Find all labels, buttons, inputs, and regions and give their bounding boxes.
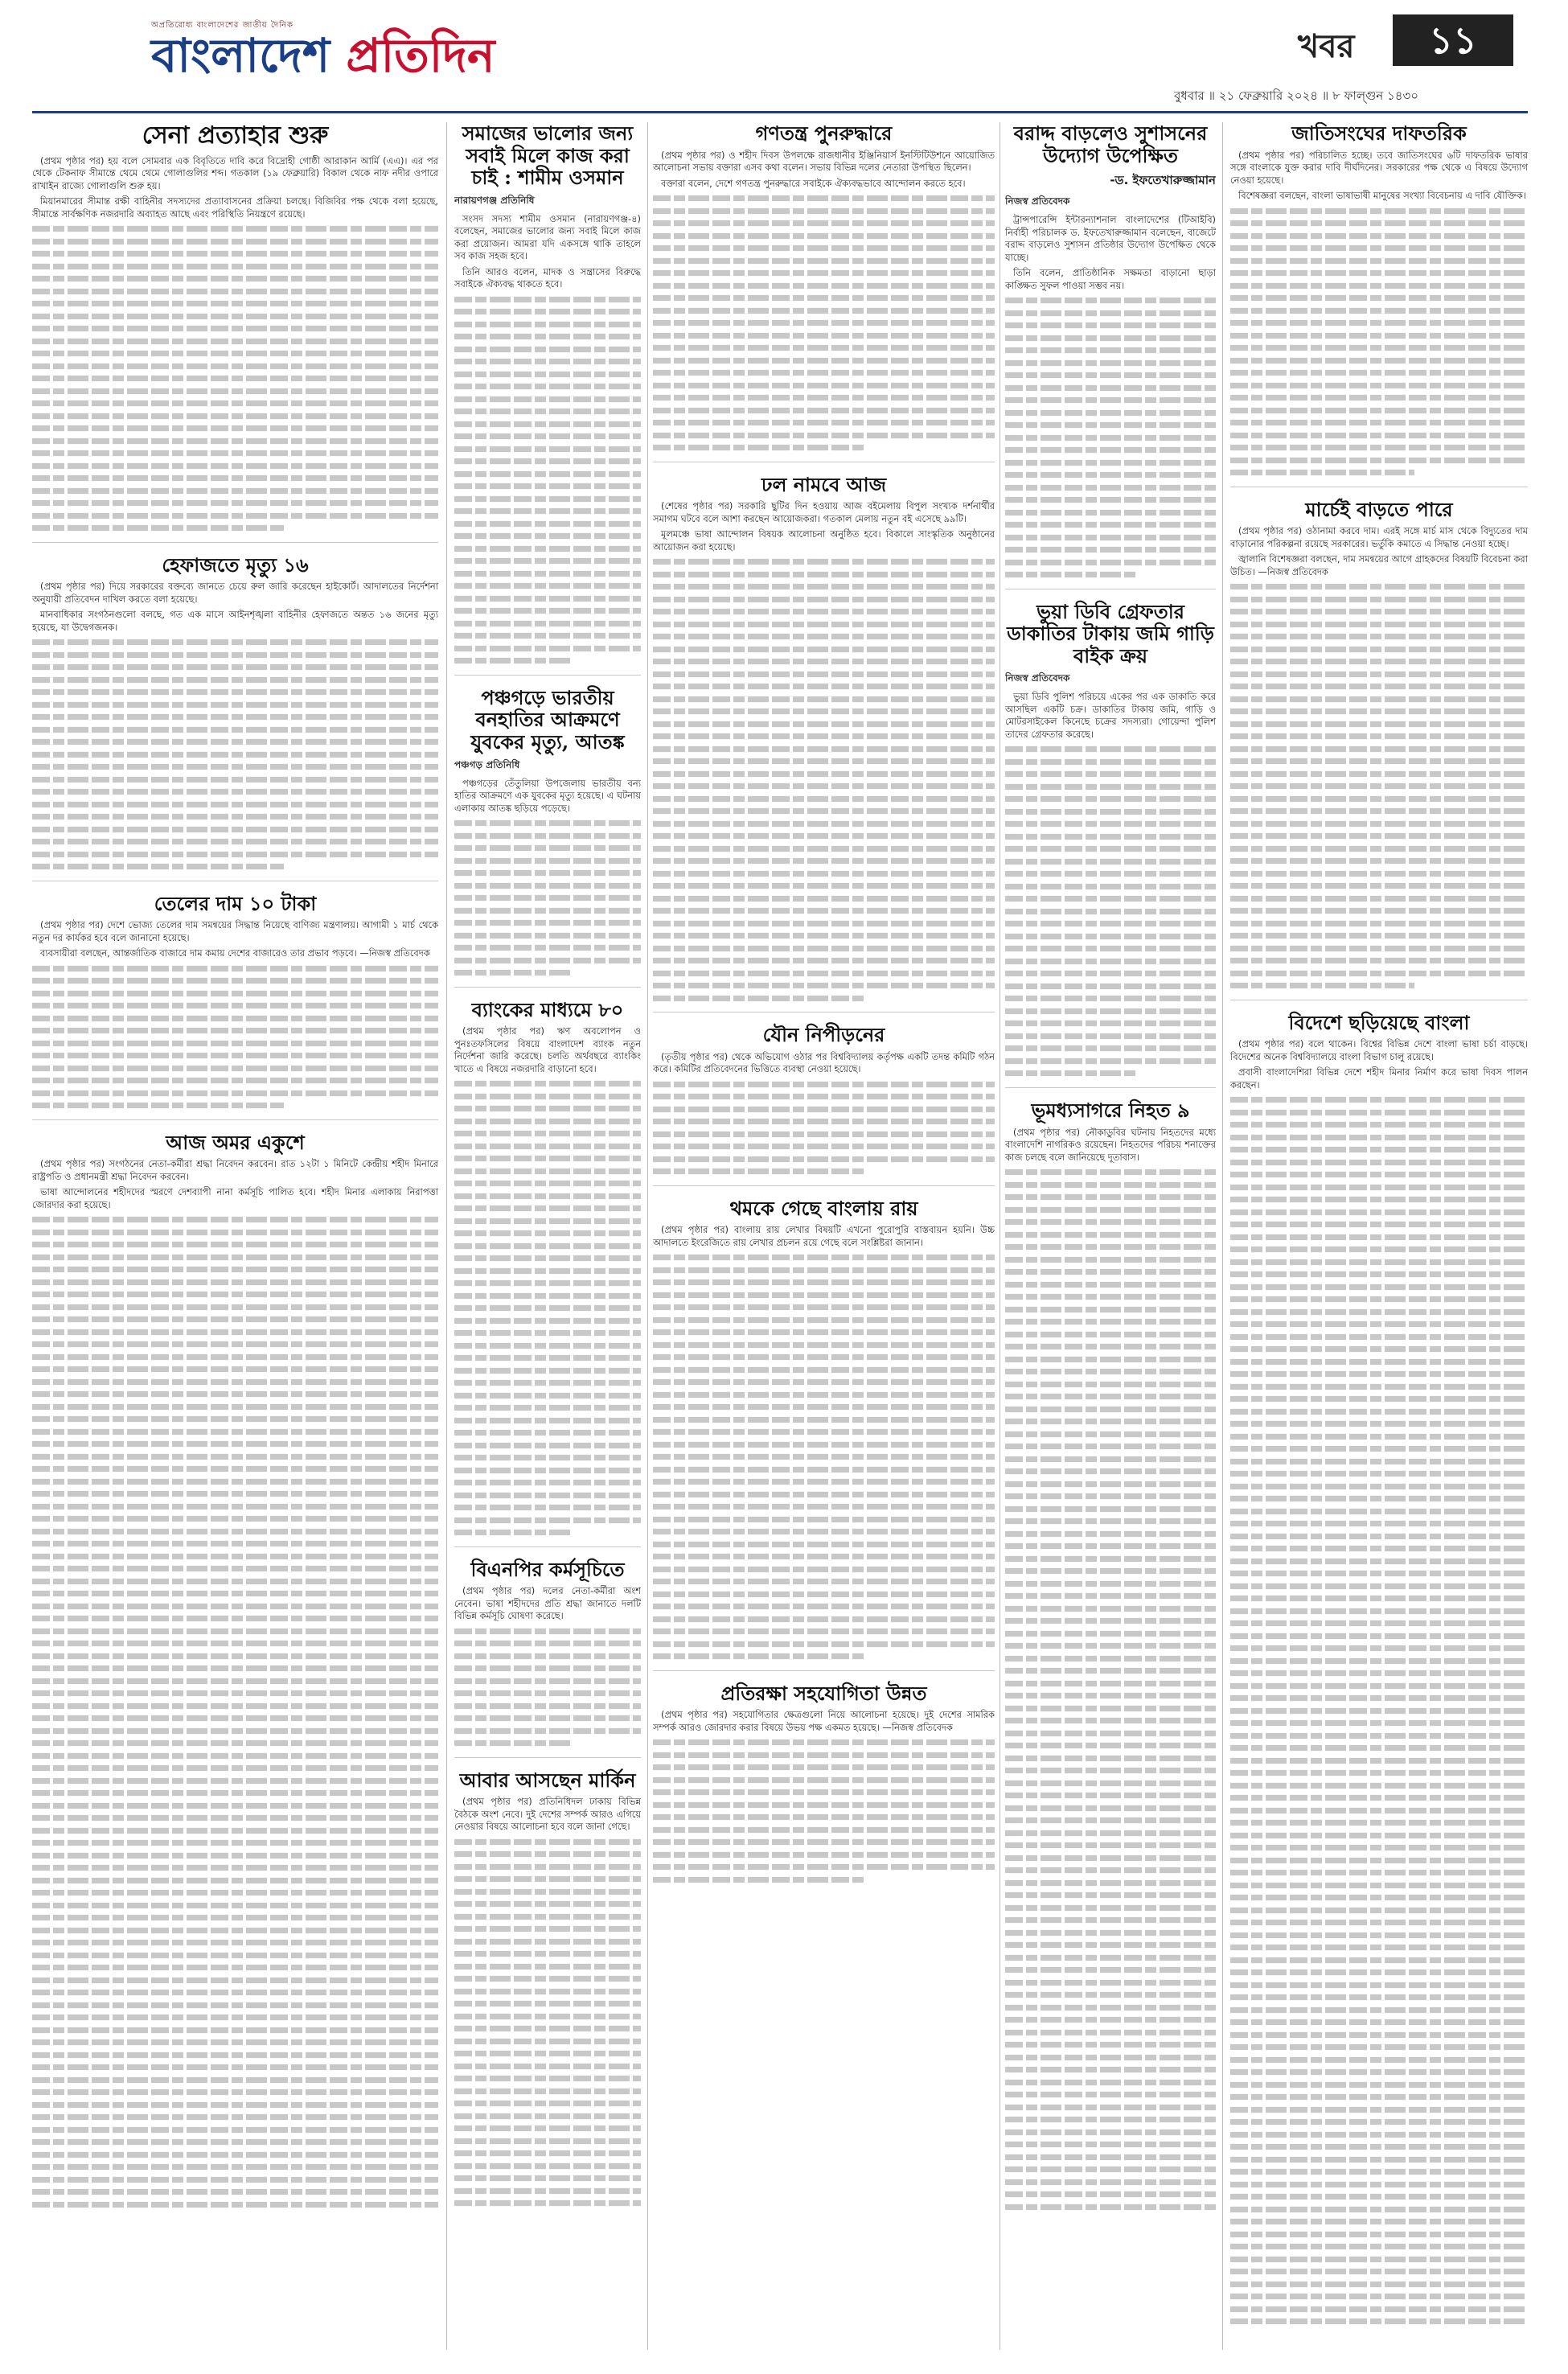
masthead-rule	[32, 111, 1528, 113]
story-body	[653, 1051, 995, 1177]
story-body	[454, 1025, 641, 1538]
byline: নিজস্ব প্রতিবেদক	[1005, 195, 1070, 207]
story-abroad	[1230, 1012, 1528, 2335]
story-bnp	[454, 1559, 641, 1758]
column-3	[653, 122, 995, 2350]
paragraph: জ্বালানি বিশেষজ্ঞরা বলছেন, দাম সমন্বয়ের আগে গ্রাহকদের বিষয়টি বিবেচনা করা উচিত। —নিজস্ব প্রতিবেদক	[1230, 553, 1528, 577]
story-body	[32, 581, 438, 872]
paragraph: (প্রথম পৃষ্ঠার পর) পরিচালিত হচ্ছে। তবে জাতিসংঘের ৬টি দাফতরিক ভাষার সঙ্গে বাংলাকে যুক্ত করার দাবি দীর্ঘদিনের। সরকারের পক্ষ থেকে এ বিষয়ে উদ্যোগ নেওয়া হয়েছে।	[1230, 149, 1528, 186]
text-lines	[454, 294, 641, 667]
text-lines	[1005, 295, 1216, 580]
column-4	[1005, 122, 1216, 2350]
story-un-official	[1230, 122, 1528, 487]
story-body	[1005, 214, 1216, 580]
story-book-fair	[653, 474, 995, 1013]
headline[interactable]: পঞ্চগড়ে ভারতীয় বনহাতির আক্রমণে যুবকের মৃত্যু, আতঙ্ক	[470, 685, 625, 754]
paragraph: (প্রথম পৃষ্ঠার পর) বলে থাকেন। বিশ্বের বিভিন্ন দেশে বাংলা ভাষা চর্চা বাড়ছে। বিদেশের অনেক বিশ্ববিদ্যালয়ে বাংলা বিভাগ চালু রয়েছে।	[1230, 1038, 1528, 1062]
paragraph: মিয়ানমারের সীমান্ত রক্ষী বাহিনীর সদস্যদের প্রত্যাবাসনের প্রক্রিয়া চলছে। বিজিবির পক্ষ থেকে বলা হয়েছে, সীমান্তে সার্বক্ষণিক নজরদারি অব্যাহত আছে এবং পরিস্থিতি নিয়ন্ত্রণে রয়েছে।	[32, 195, 438, 220]
paragraph: (প্রথম পৃষ্ঠার পর) সংগঠনের নেতা-কর্মীরা শ্রদ্ধা নিবেদন করবেন। রাত ১২টা ১ মিনিটে কেন্দ্রীয় শহীদ মিনারে রাষ্ট্রপতি ও প্রধানমন্ত্রী শ্রদ্ধা নিবেদন করবেন।	[32, 1158, 438, 1182]
paragraph: (প্রথম পৃষ্ঠার পর) দেশে ভোজ্য তেলের দাম সমন্বয়ের সিদ্ধান্ত নিয়েছে বাণিজ্য মন্ত্রণালয়। আগামী ১ মার্চ থেকে নতুন দর কার্যকর হবে বলে জানানো হয়েছে।	[32, 919, 438, 943]
headline[interactable]: মার্চেই বাড়তে পারে	[1305, 497, 1453, 521]
paragraph: ট্রান্সপারেন্সি ইন্টারন্যাশনাল বাংলাদেশের (টিআইবি) নির্বাহী পরিচালক ড. ইফতেখারুজ্জামান বলেছেন, বাজেটে বরাদ্দ বাড়লেও সুশাসন প্রতিষ্ঠার উদ্যোগ উপেক্ষিত থেকে যাচ্ছে।	[1005, 214, 1216, 263]
story-body	[454, 1796, 641, 2208]
story-fake-db	[1005, 601, 1216, 1088]
column-divider	[1222, 122, 1223, 2350]
column-1	[32, 122, 438, 2350]
headline[interactable]: আবার আসছেন মার্কিন	[459, 1768, 636, 1792]
paragraph: মানবাধিকার সংগঠনগুলো বলছে, গত এক মাসে আইনশৃঙ্খলা বাহিনীর হেফাজতে অন্তত ১৬ জনের মৃত্যু হয়েছে, যা উদ্বেগজনক।	[32, 609, 438, 633]
paragraph: (প্রথম পৃষ্ঠার পর) দলের নেতা-কর্মীরা অংশ নেবেন। ভাষা শহীদদের প্রতি শ্রদ্ধা জানাতে দলটি বিভিন্ন কর্মসূচি ঘোষণা করেছে।	[454, 1585, 641, 1622]
headline[interactable]: ব্যাংকের মাধ্যমে ৮০	[471, 997, 624, 1021]
story-bangla-verdict	[653, 1197, 995, 1671]
story-body	[454, 213, 641, 667]
headline[interactable]: জাতিসংঘের দাফতরিক	[1291, 122, 1467, 145]
headline[interactable]: গণতন্ত্র পুনরুদ্ধারে	[755, 122, 893, 145]
headline[interactable]: প্রতিরক্ষা সহযোগিতা উন্নত	[720, 1681, 927, 1705]
story-body	[1230, 525, 1528, 991]
story-body	[1005, 691, 1216, 1078]
story-amar-ekushey	[32, 1132, 438, 2219]
story-governance	[1005, 122, 1216, 589]
headline[interactable]: তেলের দাম ১০ টাকা	[154, 891, 317, 915]
text-lines	[32, 224, 438, 533]
paragraph: (প্রথম পৃষ্ঠার পর) দিয়ে সরকারের বক্তব্যে জানতে চেয়ে রুল জারি করেছেন হাইকোর্ট। আদালতের নির্দেশনা অনুযায়ী প্রতিবেদন দাখিল করতে বলা হয়েছে।	[32, 581, 438, 605]
story-body	[454, 778, 641, 979]
headline[interactable]: ভূমধ্যসাগরে নিহত ৯	[1031, 1098, 1190, 1122]
paragraph: ভুয়া ডিবি পুলিশ পরিচয়ে একের পর এক ডাকাতি করে আসছিল একটি চক্র। ডাকাতির টাকায় জমি, গাড়ি ও মোটরসাইকেল কিনেছে চক্রের সদস্যরা। গোয়েন্দা পুলিশ তাদের গ্রেফতার করেছে।	[1005, 691, 1216, 740]
headline[interactable]: বিএনপির কর্মসূচিতে	[470, 1557, 625, 1581]
paragraph: (প্রথম পৃষ্ঠার পর) প্রতিনিধিদল ঢাকায় বিভিন্ন বৈঠকে অংশ নেবে। দুই দেশের সম্পর্ক আরও এগিয়ে নেওয়ার বিষয়ে আলোচনা হবে বলে জানা গেছে।	[454, 1796, 641, 1833]
paragraph: প্রবাসী বাংলাদেশিরা বিভিন্ন দেশে শহীদ মিনার নির্মাণ করে ভাষা দিবস পালন করছেন।	[1230, 1066, 1528, 1090]
story-us-delegation	[454, 1769, 641, 2217]
paragraph: (প্রথম পৃষ্ঠার পর) হয় বলে সোমবার এক বিবৃতিতে দাবি করে বিদ্রোহী গোষ্ঠী আরাকান আর্মি (এএ)। এর পর থেকে টেকনাফ সীমান্তে থেমে থেমে গোলাগুলির শব্দ। গতকাল (১৯ ফেব্রুয়ারি) বিকাল থেকে নাফ নদীর ওপারে রাখাইন রাজ্যে গোলাগুলি শুরু হয়।	[32, 154, 438, 191]
text-lines	[454, 1626, 641, 1749]
story-body	[653, 500, 995, 1004]
column-divider	[647, 122, 648, 2350]
story-body	[32, 155, 438, 534]
story-defense	[653, 1682, 995, 1894]
story-body	[653, 150, 995, 454]
text-lines	[653, 1252, 995, 1661]
paragraph: (প্রথম পৃষ্ঠার পর) ও শহীদ দিবস উপলক্ষে রাজধানীর ইঞ্জিনিয়ার্স ইনস্টিটিউশনে আয়োজিত আলোচনা সভায় বক্তারা এসব কথা বলেন। সভায় বিভিন্ন দলের নেতারা উপস্থিত ছিলেন।	[653, 149, 995, 174]
story-democracy	[653, 122, 995, 462]
text-lines	[454, 1078, 641, 1538]
story-body	[32, 919, 438, 1111]
text-lines	[32, 1214, 438, 2210]
paragraph: ভাষা আন্দোলনের শহীদদের স্মরণে দেশব্যাপী নানা কর্মসূচি পালিত হবে। শহীদ মিনার এলাকায় নিরাপত্তা জোরদার করা হয়েছে।	[32, 1186, 438, 1210]
paragraph: সংসদ সদস্য শামীম ওসমান (নারায়ণগঞ্জ-৪) বলেছেন, সমাজের ভালোর জন্য সবাই মিলে কাজ করা প্রয়োজন। আমরা যদি একসঙ্গে থাকি তাহলে সব কাজ সহজ হবে।	[454, 212, 641, 262]
story-body	[1230, 1038, 1528, 2327]
text-lines	[1230, 581, 1528, 991]
story-body	[1230, 150, 1528, 478]
text-lines	[1005, 1167, 1216, 2212]
text-lines	[32, 637, 438, 872]
paragraph: মূলমঞ্চে ভাষা আন্দোলন বিষয়ক আলোচনা অনুষ্ঠিত হবে। বিকালে সাংস্কৃতিক অনুষ্ঠানের আয়োজন করা হয়েছে।	[653, 528, 995, 552]
paragraph: (শেষের পৃষ্ঠার পর) সরকারি ছুটির দিন হওয়ায় আজ বইমেলায় বিপুল সংখ্যক দর্শনার্থীর সমাগম ঘটবে বলে আশা করছেন আয়োজকরা। গতকাল মেলায় নতুন বই এসেছে ৯৯টি।	[653, 500, 995, 524]
headline[interactable]: বরাদ্দ বাড়লেও সুশাসনের উদ্যোগ উপেক্ষিত	[1013, 122, 1208, 167]
logo-tagline: অপ্রতিরোধ্য বাংলাদেশের জাতীয় দৈনিক	[151, 21, 294, 30]
story-harassment	[653, 1024, 995, 1186]
paragraph: তিনি আরও বলেন, মাদক ও সন্ত্রাসের বিরুদ্ধে সবাইকে ঐক্যবদ্ধ থাকতে হবে।	[454, 265, 641, 290]
column-5	[1230, 122, 1528, 2350]
story-body	[1005, 1127, 1216, 2212]
paragraph: তিনি বলেন, প্রাতিষ্ঠানিক সক্ষমতা বাড়ানো ছাড়া কাঙ্ক্ষিত সুফল পাওয়া সম্ভব নয়।	[1005, 267, 1216, 291]
page-number: ১১	[1393, 14, 1513, 66]
text-lines	[1230, 206, 1528, 478]
paragraph: (তৃতীয় পৃষ্ঠার পর) থেকে অভিযোগ ওঠার পর বিশ্ববিদ্যালয় কর্তৃপক্ষ একটি তদন্ত কমিটি গঠন করে। কমিটির প্রতিবেদনের ভিত্তিতে ব্যবস্থা নেওয়া হয়েছে।	[653, 1050, 995, 1075]
dateline: বুধবার ॥ ২১ ফেব্রুয়ারি ২০২৪ ॥ ৮ ফাল্গুন ১৪৩০	[1174, 88, 1418, 103]
section-label: খবর	[1298, 28, 1355, 65]
story-oil-price	[32, 893, 438, 1120]
logo-part-1: বাংলাদেশ	[151, 28, 347, 83]
paragraph: (প্রথম পৃষ্ঠার পর) বাংলায় রায় লেখার বিষয়টি এখনো পুরোপুরি বাস্তবায়ন হয়নি। উচ্চ আদালতে ইংরেজিতে রায় লেখার প্রচলন রয়ে গেছে বলে সংশ্লিষ্টরা জানান।	[653, 1224, 995, 1248]
headline[interactable]: যৌন নিপীড়নের	[762, 1023, 885, 1047]
paragraph: পঞ্চগড়ের তেঁতুলিয়া উপজেলায় ভারতীয় বন্য হাতির আক্রমণে এক যুবকের মৃত্যু হয়েছে। এ ঘটনায় এলাকায় আতঙ্ক ছড়িয়ে পড়েছে।	[454, 777, 641, 814]
text-lines	[1005, 744, 1216, 1078]
headline[interactable]: থমকে গেছে বাংলায় রায়	[729, 1196, 918, 1220]
byline: নিজস্ব প্রতিবেদক	[1005, 672, 1070, 684]
text-lines	[32, 963, 438, 1111]
paragraph: (প্রথম পৃষ্ঠার পর) ঋণ অবলোপন ও পুনঃতফসিলের বিষয়ে বাংলাদেশ ব্যাংক নতুন নির্দেশনা জারি করেছে। চলতি অর্থবছরে ব্যাংকিং খাতে এ বিষয়ে নজরদারি বাড়ানো হবে।	[454, 1025, 641, 1074]
paragraph: ব্যবসায়ীরা বলছেন, আন্তর্জাতিক বাজারে দাম কমায় দেশের বাজারেও তার প্রভাব পড়বে। —নিজস্ব প্রতিবেদক	[40, 947, 430, 959]
newspaper-logo[interactable]	[151, 28, 495, 83]
paragraph: (প্রথম পৃষ্ঠার পর) ওঠানামা করবে দাম। এরই সঙ্গে মার্চ মাস থেকে বিদ্যুতের দাম বাড়ানোর পরিকল্পনা রয়েছে সরকারের। ভর্তুকি কমাতে এ সিদ্ধান্ত নেওয়া হচ্ছে।	[1230, 525, 1528, 549]
paragraph: (প্রথম পৃষ্ঠার পর) সহযোগিতার ক্ষেত্রগুলো নিয়ে আলোচনা হয়েছে। দুই দেশের সামরিক সম্পর্ক আরও জোরদার করার বিষয়ে উভয় পক্ষ একমত হয়েছে। —নিজস্ব প্রতিবেদক	[653, 1709, 995, 1733]
column-divider	[999, 122, 1000, 2350]
story-body	[653, 1224, 995, 1661]
story-mediterranean	[1005, 1099, 1216, 2220]
headline[interactable]: ভুয়া ডিবি গ্রেফতার ডাকাতির টাকায় জমি গাড়ি বাইক ক্রয়	[1007, 599, 1214, 667]
headline[interactable]: আজ অমর একুশে	[166, 1130, 305, 1154]
paragraph: (প্রথম পৃষ্ঠার পর) নৌকাডুবির ঘটনায় নিহতদের মধ্যে বাংলাদেশি নাগরিকও রয়েছেন। নিহতদের পরিচয় শনাক্তের কাজ চলছে বলে জানিয়েছে দূতাবাস।	[1005, 1126, 1216, 1163]
column-divider	[446, 122, 447, 2350]
story-bank	[454, 999, 641, 1547]
headline[interactable]: হেফাজতে মৃত্যু ১৬	[162, 552, 309, 577]
story-body	[454, 1585, 641, 1748]
headline[interactable]: সমাজের ভালোর জন্য সবাই মিলে কাজ করা চাই : শামীম ওসমান	[462, 122, 634, 190]
story-panchagarh	[454, 687, 641, 988]
headline[interactable]: সেনা প্রত্যাহার শুরু	[142, 122, 329, 150]
column-2	[454, 122, 641, 2350]
paragraph: বিশেষজ্ঞরা বলছেন, বাংলা ভাষাভাষী মানুষের সংখ্যা বিবেচনায় এ দাবি যৌক্তিক।	[1238, 190, 1526, 202]
story-army	[32, 122, 438, 543]
quote-attribution: -ড. ইফতেখারুজ্জামান	[1110, 173, 1216, 188]
story-hefazat	[32, 554, 438, 881]
byline: পঞ্চগড় প্রতিনিধি	[454, 758, 520, 770]
text-lines	[653, 193, 995, 453]
text-lines	[653, 1079, 995, 1177]
text-lines	[454, 1837, 641, 2209]
text-lines	[653, 557, 995, 1004]
text-lines	[1230, 1095, 1528, 2327]
headline[interactable]: বিদেশে ছড়িয়েছে বাংলা	[1288, 1010, 1470, 1034]
story-shamim-osman	[454, 122, 641, 676]
story-body	[653, 1709, 995, 1885]
byline: নারায়ণগঞ্জ প্রতিনিধি	[454, 194, 535, 206]
story-body	[32, 1158, 438, 2210]
paragraph: বক্তারা বলেন, দেশে গণতন্ত্র পুনরুদ্ধারে সবাইকে ঐক্যবদ্ধভাবে আন্দোলন করতে হবে।	[661, 177, 966, 189]
text-lines	[653, 1737, 995, 1885]
logo-part-2: প্রতিদিন	[346, 28, 495, 83]
headline[interactable]: ঢল নামবে আজ	[761, 472, 887, 496]
story-march-increase	[1230, 499, 1528, 1000]
text-lines	[454, 818, 641, 978]
